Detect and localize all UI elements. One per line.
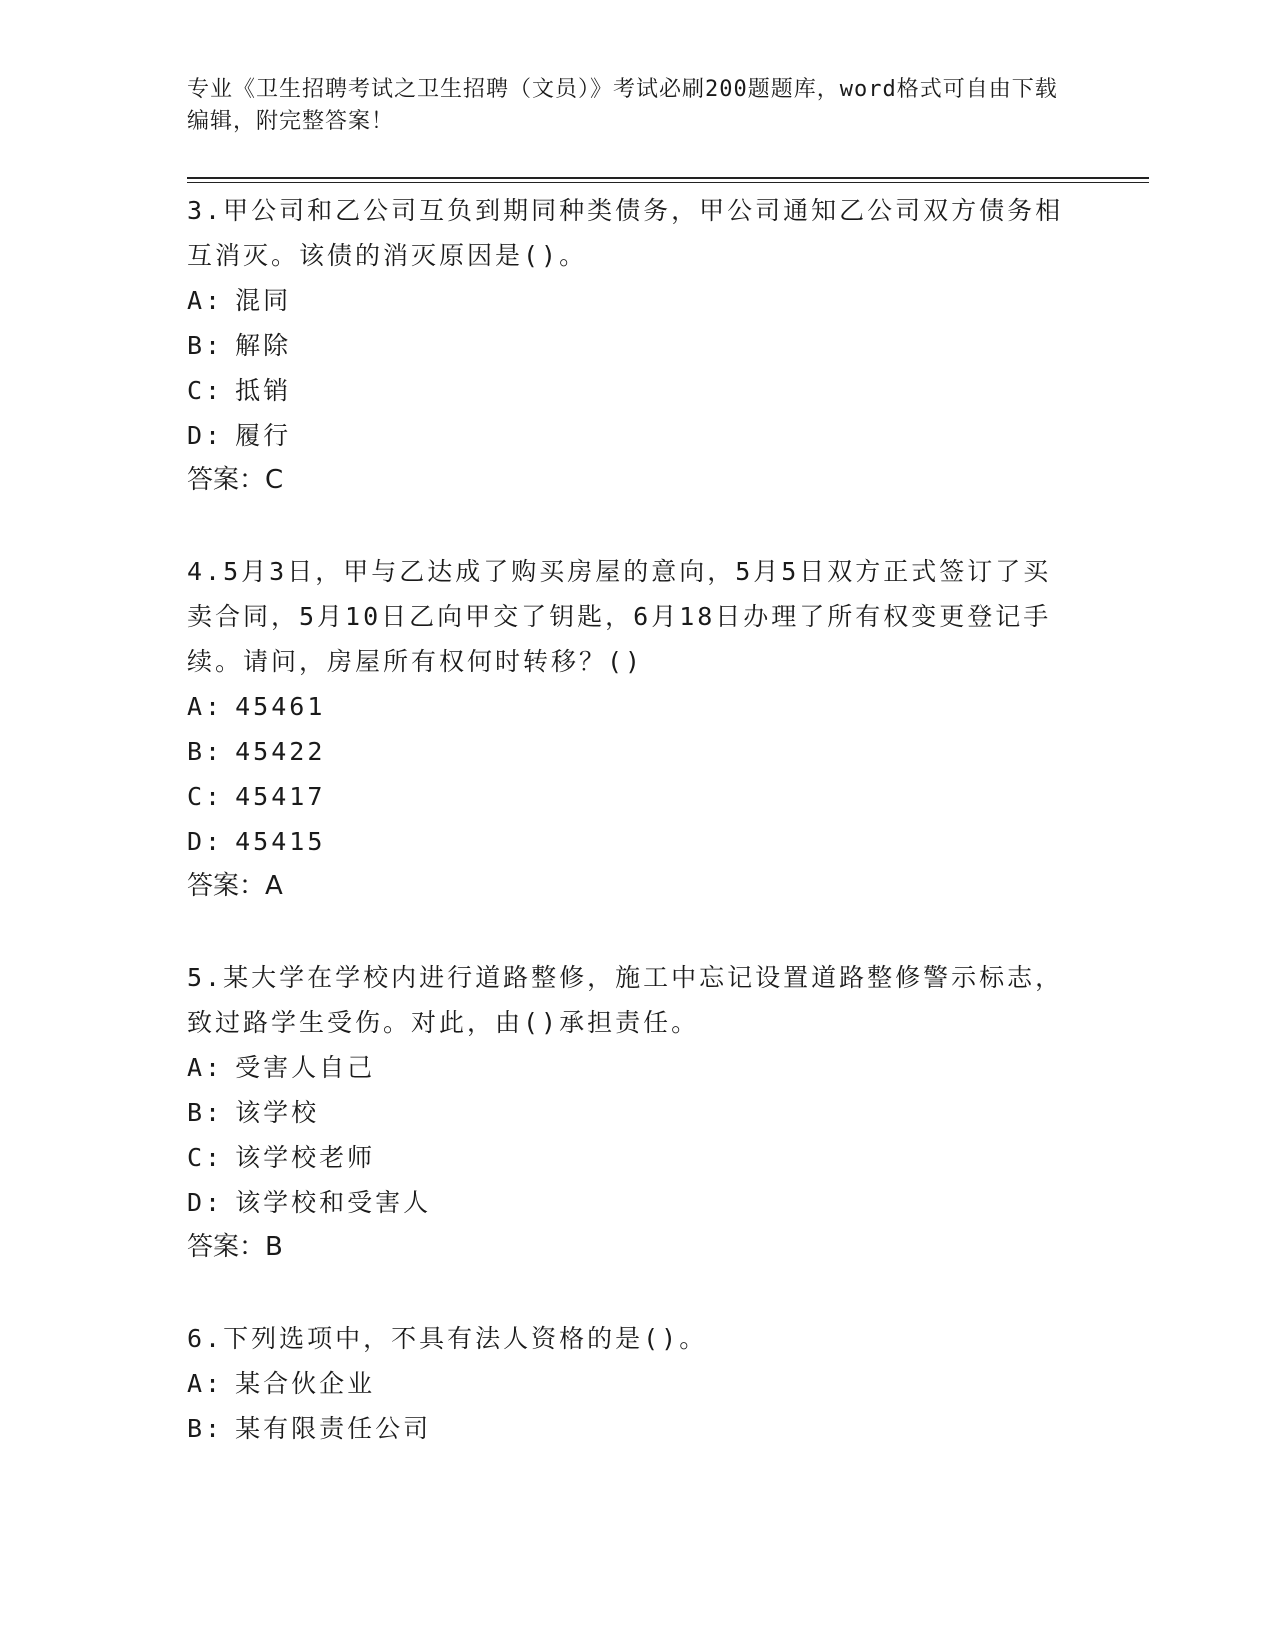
header-divider-thin xyxy=(187,182,1149,183)
option-b xyxy=(187,323,1067,368)
option-letter: C: xyxy=(187,782,224,811)
question-stem: 4.5月3日，甲与乙达成了购买房屋的意向，5月5日双方正式签订了买卖合同，5月10日乙向甲交了钥匙，6月18日办理了所有权变更登记手续。请问，房屋所有权何时转移？() xyxy=(187,557,1052,676)
option-text: 某有限责任公司 xyxy=(235,1414,432,1443)
option-letter: A: xyxy=(187,286,224,315)
option-letter: D: xyxy=(187,421,224,450)
document-header: 专业《卫生招聘考试之卫生招聘（文员）》考试必刷200题题库，word格式可自由下载编辑，附完整答案！ xyxy=(187,77,1058,134)
option-a xyxy=(187,278,1067,323)
question-6 xyxy=(187,1316,1067,1451)
question-stem: 5.某大学在学校内进行道路整修，施工中忘记设置道路整修警示标志，致过路学生受伤。对此，由()承担责任。 xyxy=(187,963,1064,1037)
option-letter: B: xyxy=(187,1414,224,1443)
option-text: 该学校和受害人 xyxy=(235,1188,432,1217)
option-a xyxy=(187,1361,1067,1406)
option-text: 受害人自己 xyxy=(235,1053,376,1082)
question-3 xyxy=(187,188,1067,503)
question-stem: 6.下列选项中，不具有法人资格的是()。 xyxy=(187,1324,708,1353)
option-letter: D: xyxy=(187,1188,224,1217)
option-d xyxy=(187,819,1067,864)
option-letter: B: xyxy=(187,331,224,360)
question-list xyxy=(187,188,1067,1497)
answer: 答案：A xyxy=(187,871,283,901)
option-b xyxy=(187,1406,1067,1451)
option-letter: B: xyxy=(187,737,224,766)
option-letter: A: xyxy=(187,1369,224,1398)
question-5 xyxy=(187,955,1067,1270)
option-a xyxy=(187,1045,1067,1090)
option-text: 解除 xyxy=(235,331,292,360)
header-divider xyxy=(187,177,1149,179)
option-letter: B: xyxy=(187,1098,224,1127)
option-letter: A: xyxy=(187,1053,224,1082)
option-c xyxy=(187,368,1067,413)
answer: 答案：B xyxy=(187,1232,283,1262)
option-b xyxy=(187,729,1067,774)
question-stem: 3.甲公司和乙公司互负到期同种类债务，甲公司通知乙公司双方债务相互消灭。该债的消灭原因是()。 xyxy=(187,196,1064,270)
option-a xyxy=(187,684,1067,729)
option-letter: A: xyxy=(187,692,224,721)
option-text: 45461 xyxy=(235,692,326,721)
option-text: 45415 xyxy=(235,827,326,856)
option-text: 履行 xyxy=(235,421,292,450)
option-text: 该学校老师 xyxy=(235,1143,376,1172)
answer: 答案：C xyxy=(187,465,284,495)
option-text: 该学校 xyxy=(235,1098,320,1127)
option-b xyxy=(187,1090,1067,1135)
option-d xyxy=(187,1180,1067,1225)
option-text: 抵销 xyxy=(235,376,292,405)
option-c xyxy=(187,774,1067,819)
option-text: 某合伙企业 xyxy=(235,1369,376,1398)
option-c xyxy=(187,1135,1067,1180)
option-letter: C: xyxy=(187,376,224,405)
option-letter: D: xyxy=(187,827,224,856)
question-4 xyxy=(187,549,1067,909)
option-d xyxy=(187,413,1067,458)
option-text: 混同 xyxy=(235,286,292,315)
option-text: 45422 xyxy=(235,737,326,766)
option-letter: C: xyxy=(187,1143,224,1172)
option-text: 45417 xyxy=(235,782,326,811)
